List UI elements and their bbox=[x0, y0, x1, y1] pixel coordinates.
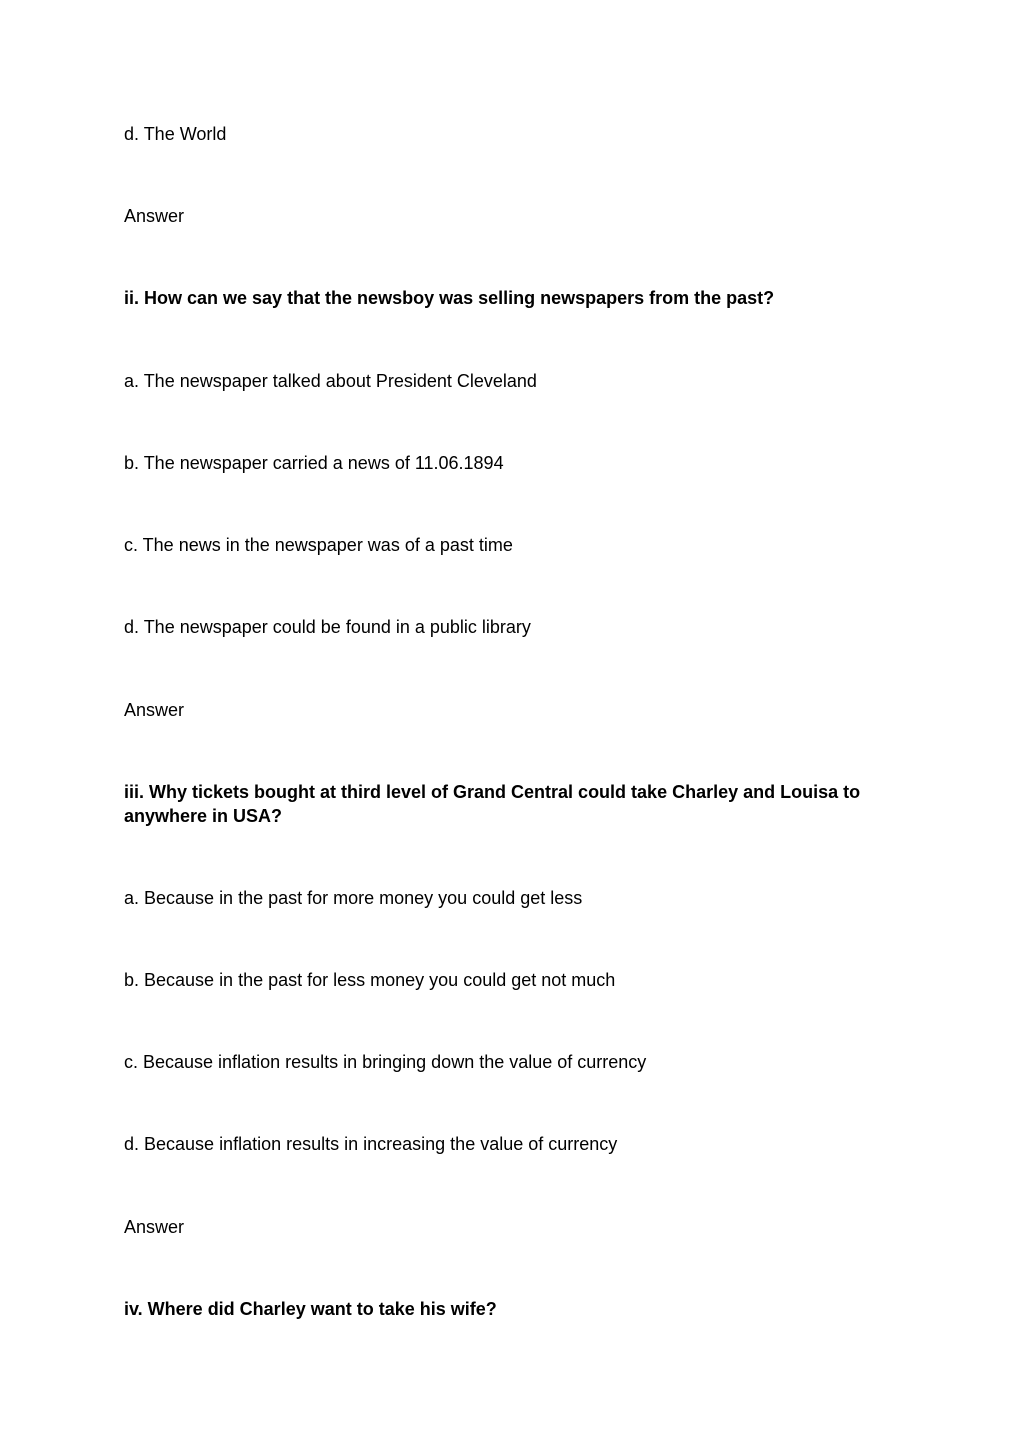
option-d: d. Because inflation results in increasing the value of currency bbox=[124, 1134, 618, 1154]
option-c: c. Because inflation results in bringing down the value of currency bbox=[124, 1052, 647, 1072]
answer-label: Answer bbox=[124, 700, 185, 720]
question-iv: iv. Where did Charley want to take his wife? bbox=[124, 1299, 497, 1319]
answer-label: Answer bbox=[124, 1217, 185, 1237]
option-b: b. The newspaper carried a news of 11.06.1894 bbox=[124, 453, 504, 473]
option-b: b. Because in the past for less money you could get not much bbox=[124, 970, 616, 990]
question-iii: iii. Why tickets bought at third level of Grand Central could take Charley and Louisa to anywhere in USA? bbox=[124, 782, 861, 826]
option-a: a. The newspaper talked about President Cleveland bbox=[124, 371, 537, 391]
option-d: d. The newspaper could be found in a public library bbox=[124, 617, 531, 637]
option-a: a. Because in the past for more money you could get less bbox=[124, 888, 583, 908]
question-ii: ii. How can we say that the newsboy was selling newspapers from the past? bbox=[124, 288, 775, 308]
option-c: c. The news in the newspaper was of a past time bbox=[124, 535, 513, 555]
answer-label: Answer bbox=[124, 206, 185, 226]
option-d-the-world: d. The World bbox=[124, 124, 227, 144]
